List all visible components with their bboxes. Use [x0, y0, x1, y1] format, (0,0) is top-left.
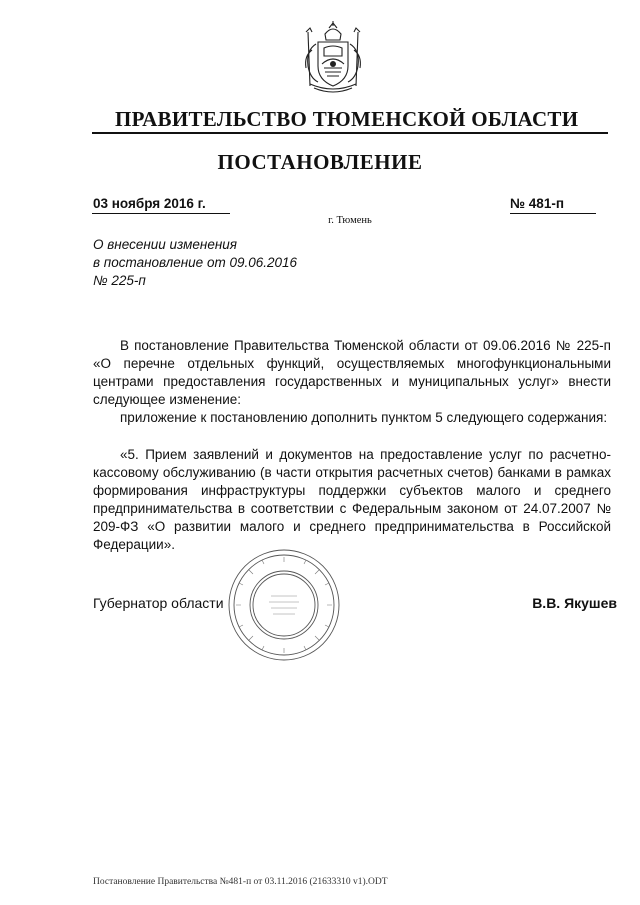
- body-paragraph: приложение к постановлению дополнить пунктом 5 следующего содержания:: [120, 410, 608, 425]
- organization-title: ПРАВИТЕЛЬСТВО ТЮМЕНСКОЙ ОБЛАСТИ: [115, 107, 579, 131]
- tyumen-coat-of-arms-icon: [300, 20, 366, 96]
- number-underline: [510, 213, 596, 214]
- subject-line: в постановление от 09.06.2016: [93, 255, 298, 270]
- document-type-title: ПОСТАНОВЛЕНИЕ: [217, 150, 423, 174]
- subject-line: О внесении изменения: [93, 237, 238, 252]
- subject-line: № 225-п: [93, 273, 146, 288]
- document-footer: Постановление Правительства №481-п от 03.11.2016 (21633310 v1).ODT: [93, 877, 388, 887]
- body-paragraph: В постановление Правительства Тюменской области от 09.06.2016 № 225-п «О перечне отдельных функций, осуществляемых многофункциональными центрами предоставления государственных и муниципальных услуг» внести следующее изменение:: [93, 338, 611, 407]
- signatory-name: В.В. Якушев: [532, 595, 617, 611]
- header-divider: [92, 132, 608, 134]
- document-date: 03 ноября 2016 г.: [93, 196, 206, 211]
- document-number: № 481-п: [510, 196, 564, 211]
- body-paragraph: «5. Прием заявлений и документов на предоставление услуг по расчетно-кассовому обслуживанию (в части открытия расчетных счетов) банками в рамках формирования инфраструктуры поддержки субъектов малого и среднего предпринимательства в соответствии с Федеральным законом от 24.07.2007 № 209-ФЗ «О развитии малого и среднего предпринимательства в Российской Федерации».: [93, 447, 611, 552]
- document-subject: [93, 236, 297, 290]
- signatory-title: Губернатор области: [93, 595, 224, 611]
- document-city: г. Тюмень: [328, 215, 372, 226]
- official-seal-stamp-icon: [227, 548, 341, 662]
- date-underline: [92, 213, 230, 214]
